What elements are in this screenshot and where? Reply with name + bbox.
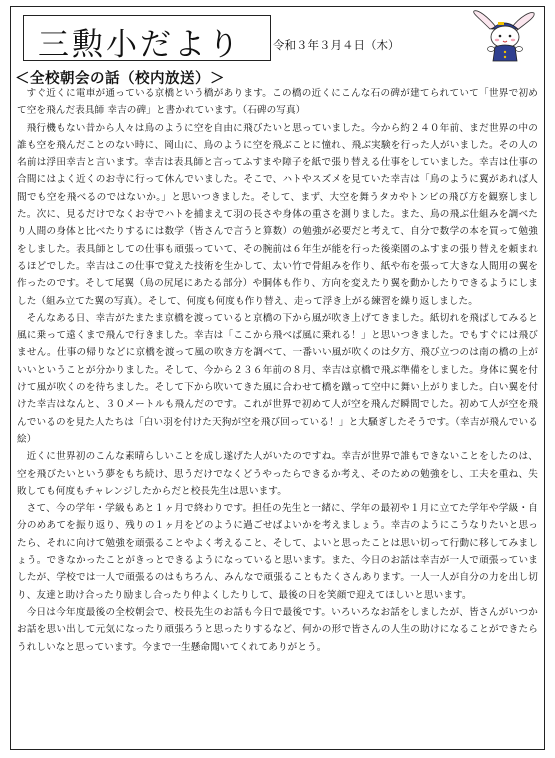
article-paragraph: 飛行機もない昔から人々は鳥のように空を自由に飛びたいと思っていました。今から約２４０年前、まだ世界の中の誰も空を飛んだことのない時に、岡山に、鳥のように空を飛ぶことに憧れ、飛ぶ実験を行った人がいました。その人の名前は浮田幸吉と言います。幸吉は表具師と言ってふすまや障子を紙で張り替える仕事をしていました。幸吉は仕事の合間にはよく近くのお寺に行って休んでいました。そこで、ハトやスズメを見ていた幸吉は「鳥のように翼があれば人間でも空を飛べるのではないか。」と思いつきました。そして、まず、大空を舞うタカやトンビの飛び方を観察しました。次に、見るだけでなくお寺でハトを捕まえて羽の長さや身体の重さを測りました。また、鳥の飛ぶ仕組みを調べたり人間の身体と比べたりするには数学（皆さんで言うと算数）の勉強が必要だと考えて、自分で数学の本を買って勉強をしました。表具師としての仕事も頑張っていて、その腕前は６年生が能を行った後楽園のふすまの張り替えを頼まれるほどでした。幸吉はこの仕事で覚えた技術を生かして、太い竹で骨組みを作り、紙や布を張って大きな人間用の翼を作ったのです。そして尾翼（鳥の尻尾にあたる部分）や胴体も作り、方向を変えたり翼を動かしたりできるようにしました（組み立てた翼の写真）。そして、何度も何度も作り替え、走って浮き上がる練習を繰り返しました。	[17, 122, 538, 307]
article-heading: ＜全校朝会の話（校内放送）＞	[15, 71, 225, 87]
newsletter-title: 三勲小だより	[38, 27, 242, 63]
newsletter-page	[10, 6, 545, 750]
article-body	[17, 85, 538, 656]
article-paragraph: さて、今の学年・学級もあと１ヶ月で終わりです。担任の先生と一緒に、学年の最初や１月に立てた学年や学級・自分のめあてを振り返り、残りの１ヶ月をどのように過ごせばよいかを考えましょう。幸吉のようにこうなりたいと思ったら、それに向けて勉強を頑張ることやよく考えること、そして、よいと思ったことは思い切って行動に移してみましょう。できなかったことがきっとできるようになっていると思います。また、今日のお話は幸吉が一人で頑張っていましたが、学校では一人で頑張るのはもちろん、みんなで頑張ることもたくさんあります。一人一人が自分の力を出し切り、友達と助け合ったり励まし合ったり仲よくしたりして、最後の日を笑顔で迎えてほしいと思います。	[17, 503, 538, 601]
title-frame	[23, 15, 271, 61]
issue-date: 令和３年３月４日（木）	[273, 38, 400, 52]
article-paragraph: すぐ近くに電車が通っている京橋という橋があります。この橋の近くにこんな石の碑が建てられていて「世界で初めて空を飛んだ表具師 幸吉の碑」と書かれています。（石碑の写真）	[17, 88, 538, 117]
article-paragraph: そんなある日、幸吉がたまたま京橋を渡っていると京橋の下から風が吹き上げてきました。紙切れを飛ばしてみると風に乗って遠くまで飛んで行きました。幸吉は「ここから飛べば風に乗れる！」と思いつきました。でもすぐには飛びません。仕事の帰りなどに京橋を渡って風の吹き方を調べて、一番いい風が吹くのは夕方、飛び立つのは南の橋の上がいいということが分かりました。そして、今から２３６年前の８月、幸吉は京橋で飛ぶ準備をしました。身体に翼を付けて風が吹くのを待ちました。そして下から吹いてきた風に合わせて橋を蹴って空中に舞い上がりました。白い翼を付けた幸吉はなんと、３０メートルも飛んだのです。これが世界で初めて人が空を飛んだ瞬間でした。初めて人が空を飛んでいるのを見た人たちは「白い羽を付けた天狗が空を飛び回っている！」と大騒ぎしたそうです。（幸吉が飛んでいる絵）	[17, 312, 538, 445]
rabbit-mascot-icon	[468, 9, 540, 65]
article-paragraph: 近くに世界初のこんな素晴らしいことを成し遂げた人がいたのですね。幸吉が世界で誰もできないことをしたのは、空を飛びたいという夢をもち続け、思うだけでなくどうやったらできるか考え、そのための勉強をし、工夫を重ね、失敗しても何度もチャレンジしたからだと校長先生は思います。	[17, 451, 538, 497]
article-paragraph: 今日は今年度最後の全校朝会で、校長先生のお話も今日で最後です。いろいろなお話をしましたが、皆さんがいつかお話を思い出して元気になったり頑張ろうと思ったりするなど、何かの形で皆さんの人生の助けになることができたらうれしいなと思っています。今まで一生懸命聞いてくれてありがとう。	[17, 606, 538, 653]
newsletter-header	[11, 7, 544, 65]
